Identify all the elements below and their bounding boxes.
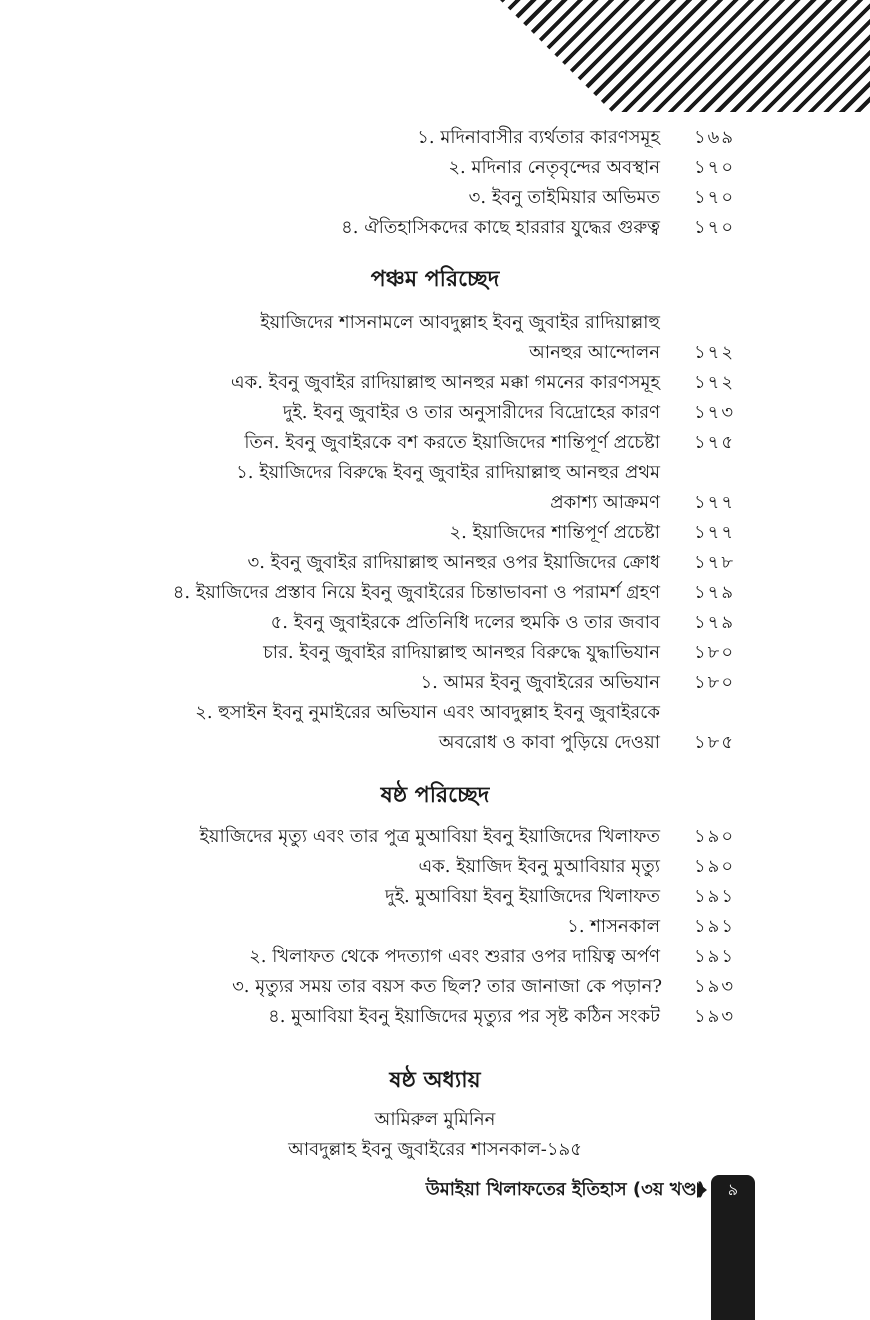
toc-entry-page: ১৯১ [694,886,736,907]
chapter-subtitle-entry[interactable]: আবদুল্লাহ ইবনু জুবাইরের শাসনকাল-১৯৫ [288,1139,582,1160]
toc-entry[interactable] [0,608,870,638]
section-heading-sixth: ষষ্ঠ পরিচ্ছেদ [380,783,490,808]
toc-entry-title: ৪. ইয়াজিদের প্রস্তাব নিয়ে ইবনু জুবাইরের চিন্তাভাবনা ও পরামর্শ গ্রহণ [172,582,660,603]
toc-entry-page: ১৭৫ [694,432,736,453]
toc-entry[interactable] [0,668,870,698]
toc-entry-title: অবরোধ ও কাবা পুড়িয়ে দেওয়া [438,732,660,753]
toc-entry-title: ১. মদিনাবাসীর ব্যর্থতার কারণসমূহ [417,127,660,148]
toc-entry-line1[interactable] [0,698,870,728]
toc-entry[interactable] [0,153,870,183]
toc-entry-page: ১৭৯ [694,582,736,603]
toc-entry-title: ৪. ঐতিহাসিকদের কাছে হাররার যুদ্ধের গুরুত্ব [341,217,660,238]
toc-entry-title: প্রকাশ্য আক্রমণ [550,492,660,513]
toc-entry-page: ১৮০ [694,672,736,693]
toc-entry-page: ১৭৯ [694,612,736,633]
toc-entry-title: দুই. মুআবিয়া ইবনু ইয়াজিদের খিলাফত [385,886,660,907]
toc-entry-title: ১. শাসনকাল [567,916,660,937]
toc-entry-title: এক. ইবনু জুবাইর রাদিয়াল্লাহু আনহুর মক্কা গমনের কারণসমূহ [230,372,660,393]
toc-entry-title: ইয়াজিদের শাসনামলে আবদুল্লাহ ইবনু জুবাইর রাদিয়াল্লাহু [260,312,660,333]
toc-entry[interactable] [0,1002,870,1032]
toc-entry-page: ১৭০ [694,157,736,178]
toc-entry-title: ২. মদিনার নেতৃবৃন্দের অবস্থান [448,157,660,178]
corner-stripes-decoration [500,0,870,112]
toc-entry[interactable] [0,548,870,578]
toc-entry[interactable] [0,728,870,758]
toc-entry-title: চার. ইবনু জুবাইর রাদিয়াল্লাহু আনহুর বিরুদ্ধে যুদ্ধাভিযান [263,642,660,663]
toc-entry-page: ১৯১ [694,946,736,967]
page-number-tab [711,1175,755,1320]
toc-entry-line1[interactable] [0,458,870,488]
toc-entry-title: ৪. মুআবিয়া ইবনু ইয়াজিদের মৃত্যুর পর সৃষ্ট কঠিন সংকট [268,1006,660,1027]
toc-entry-page: ১৭৭ [694,522,736,543]
toc-entry[interactable] [0,912,870,942]
toc-entry-page: ১৮০ [694,642,736,663]
toc-entry-title: ২. খিলাফত থেকে পদত্যাগ এবং শুরার ওপর দায়িত্ব অর্পণ [249,946,660,967]
toc-entry-title: আনহুর আন্দোলন [529,342,660,363]
toc-entry-title: ১. ইয়াজিদের বিরুদ্ধে ইবনু জুবাইর রাদিয়াল্লাহু আনহুর প্রথম [236,462,660,483]
toc-entry-title: ২. ইয়াজিদের শান্তিপূর্ণ প্রচেষ্টা [449,522,660,543]
toc-entry-page: ১৯৩ [694,1006,736,1027]
toc-entry[interactable] [0,518,870,548]
toc-entry-page: ১৭৮ [694,552,736,573]
toc-entry-page: ১৭২ [694,342,736,363]
toc-entry-title: ২. হুসাইন ইবনু নুমাইরের অভিযান এবং আবদুল্লাহ ইবনু জুবাইরকে [195,702,660,723]
toc-entry[interactable] [0,882,870,912]
toc-entry[interactable] [0,368,870,398]
toc-entry[interactable] [0,638,870,668]
toc-entry-page: ১৮৫ [694,732,736,753]
toc-entry[interactable] [0,852,870,882]
toc-entry-page: ১৯১ [694,916,736,937]
toc-entry-line1[interactable] [0,308,870,338]
toc-entry[interactable] [0,578,870,608]
page-number: ৯ [727,1180,739,1199]
toc-entry-page: ১৯০ [694,826,736,847]
footer-book-title: উমাইয়া খিলাফতের ইতিহাস (৩য় খণ্ড) [425,1179,705,1200]
toc-entry-page: ১৭০ [694,187,736,208]
toc-entry-page: ১৭০ [694,217,736,238]
toc-entry[interactable] [0,942,870,972]
toc-entry[interactable] [0,213,870,243]
toc-entry[interactable] [0,488,870,518]
toc-entry-page: ১৯০ [694,856,736,877]
chapter-heading: ষষ্ঠ অধ্যায় [389,1068,481,1093]
toc-entry-title: তিন. ইবনু জুবাইরকে বশ করতে ইয়াজিদের শান্তিপূর্ণ প্রচেষ্টা [244,432,660,453]
toc-entry-title: ইয়াজিদের মৃত্যু এবং তার পুত্র মুআবিয়া ইবনু ইয়াজিদের খিলাফত [199,826,660,847]
toc-entry-title: এক. ইয়াজিদ ইবনু মুআবিয়ার মৃত্যু [418,856,660,877]
toc-entry-page: ১৭৭ [694,492,736,513]
toc-entry-title: ১. আমর ইবনু জুবাইরের অভিযান [420,672,660,693]
toc-entry-page: ১৯৩ [694,976,736,997]
toc-entry[interactable] [0,972,870,1002]
toc-entry[interactable] [0,428,870,458]
toc-entry-page: ১৬৯ [694,127,736,148]
chapter-subtitle: আমিরুল মুমিনিন [374,1109,496,1130]
toc-entry-page: ১৭২ [694,372,736,393]
toc-entry-title: ৩. মৃত্যুর সময় তার বয়স কত ছিল? তার জানাজা কে পড়ান? [232,976,662,997]
toc-entry-title: ৩. ইবনু তাইমিয়ার অভিমত [468,187,660,208]
section-heading-fifth: পঞ্চম পরিচ্ছেদ [370,267,500,292]
toc-entry[interactable] [0,123,870,153]
triangle-right-icon [697,1182,707,1198]
toc-entry-title: ৫. ইবনু জুবাইরকে প্রতিনিধি দলের হুমকি ও তার জবাব [270,612,660,633]
toc-entry[interactable] [0,398,870,428]
toc-entry-title: দুই. ইবনু জুবাইর ও তার অনুসারীদের বিদ্রোহের কারণ [282,402,660,423]
toc-entry-title: ৩. ইবনু জুবাইর রাদিয়াল্লাহু আনহুর ওপর ইয়াজিদের ক্রোধ [247,552,660,573]
toc-entry-page: ১৭৩ [694,402,736,423]
toc-entry[interactable] [0,183,870,213]
toc-entry[interactable] [0,338,870,368]
toc-entry[interactable] [0,822,870,852]
